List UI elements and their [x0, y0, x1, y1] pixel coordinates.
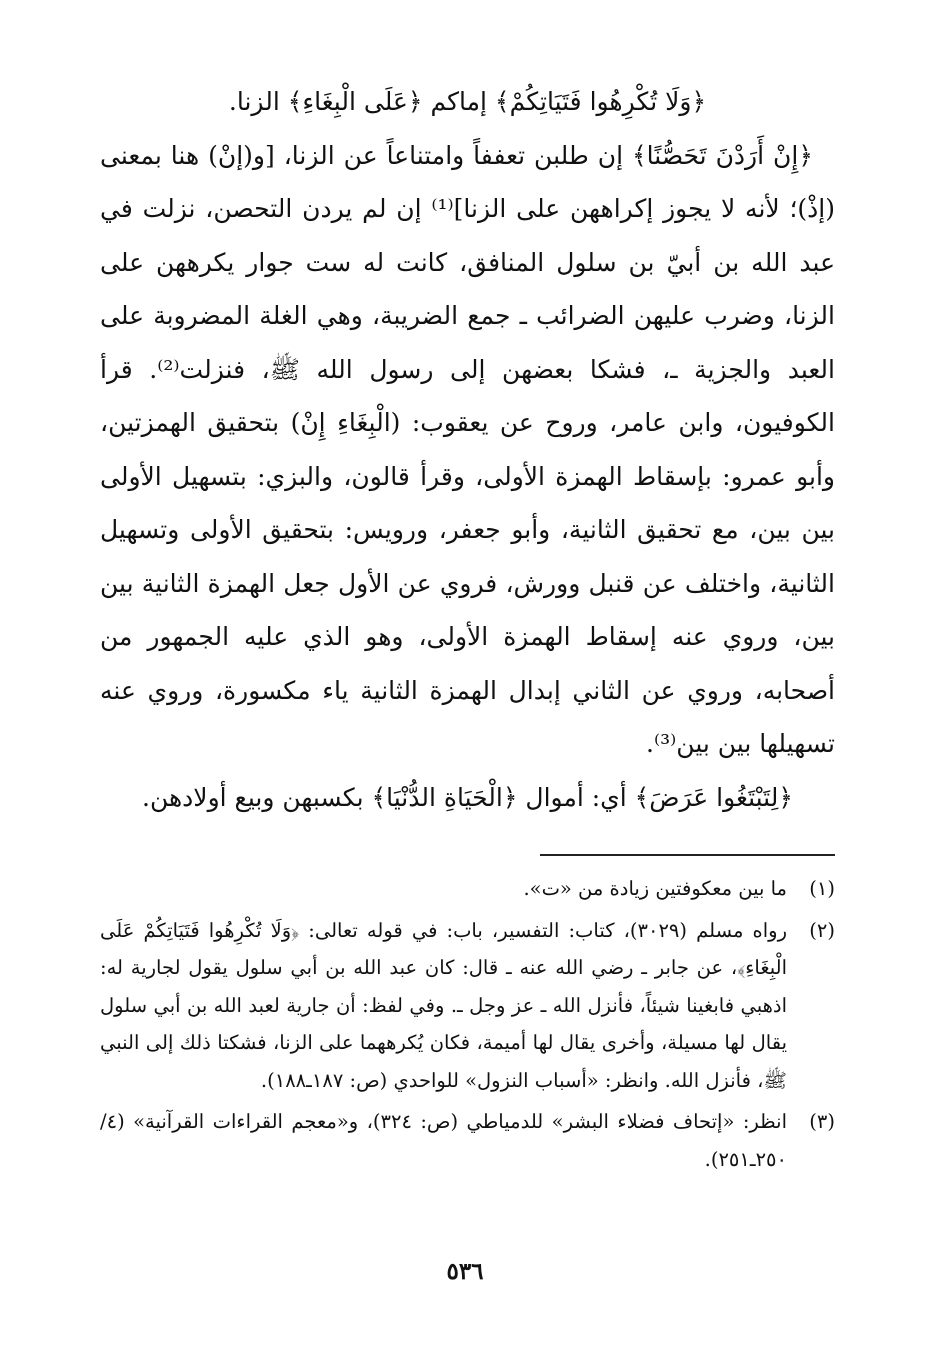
footnote-1	[100, 870, 835, 908]
main-text	[100, 75, 835, 824]
verse-line-last: ﴿لِتَبْتَغُوا عَرَضَ﴾ أي: أموال ﴿الْحَيَاةِ الدُّنْيَا﴾ بكسبهن وبيع أولادهن.	[142, 782, 793, 812]
page-number: ٥٣٦	[446, 1258, 484, 1285]
commentary-paragraph: ﴿إِنْ أَرَدْنَ تَحَصُّنًا﴾ إن طلبن تعففاً وامتناعاً عن الزنا، [و(إنْ) هنا بمعنى (إذْ)؛ لأنه لا يجوز إكراههن على الزنا]⁽¹⁾ إن لم يردن التحصن، نزلت في عبد الله بن أبيّ بن سلول المنافق، كانت له ست جوار يكرههن على الزنا، وضرب عليهن الضرائب ـ جمع الضريبة، وهي الغلة المضروبة على العبد والجزية ـ، فشكا بعضهن إلى رسول الله ﷺ، فنزلت⁽²⁾. قرأ الكوفيون، وابن عامر، وروح عن يعقوب: (الْبِغَاءِ إِنْ) بتحقيق الهمزتين، وأبو عمرو: بإسقاط الهمزة الأولى، وقرأ قالون، والبزي: بتسهيل الأولى بين بين، مع تحقيق الثانية، وأبو جعفر، ورويس: بتحقيق الأولى وتسهيل الثانية، واختلف عن قنبل وورش، فروي عن الأول جعل الهمزة الثانية بين بين، وروي عنه إسقاط الهمزة الأولى، وهو الذي عليه الجمهور من أصحابه، وروي عن الثاني إبدال الهمزة الثانية ياء مكسورة، وروي عنه تسهيلها بين بين⁽³⁾.	[100, 140, 835, 758]
footnote-number: (١)	[809, 877, 835, 900]
footnote-number: (٢)	[809, 918, 835, 942]
footnote-3	[100, 1103, 835, 1178]
footnote-text: انظر: «إتحاف فضلاء البشر» للدمياطي (ص: ٣٢٤)، و«معجم القراءات القرآنية» (٤/ ٢٥٠ـ٢٥١).	[100, 1110, 787, 1171]
footnote-divider	[540, 854, 835, 856]
footnote-2	[100, 912, 835, 1100]
page-content	[100, 75, 835, 1182]
footnote-text: رواه مسلم (٣٠٢٩)، كتاب: التفسير، باب: في قوله تعالى: ﴿وَلَا تُكْرِهُوا فَتَيَاتِكُمْ عَلَى الْبِغَاءِ﴾، عن جابر ـ رضي الله عنه ـ قال: كان عبد الله بن أبي سلول يقول لجارية له: اذهبي فابغينا شيئاً، فأنزل الله ـ عز وجل ـ. وفي لفظ: أن جارية لعبد الله بن أبي سلول يقال لها مسيلة، وأخرى يقال لها أميمة، فكان يُكرههما على الزنا، فشكتا ذلك إلى النبي ﷺ، فأنزل الله. وانظر: «أسباب النزول» للواحدي (ص: ١٨٧ـ١٨٨).	[100, 918, 787, 1092]
footnote-text: ما بين معكوفتين زيادة من «ت».	[523, 877, 787, 900]
footnotes	[100, 870, 835, 1178]
verse-line-1: ﴿وَلَا تُكْرِهُوا فَتَيَاتِكُمْ﴾ إماكم ﴿عَلَى الْبِغَاءِ﴾ الزنا.	[228, 87, 707, 116]
footnote-number: (٣)	[809, 1110, 835, 1133]
